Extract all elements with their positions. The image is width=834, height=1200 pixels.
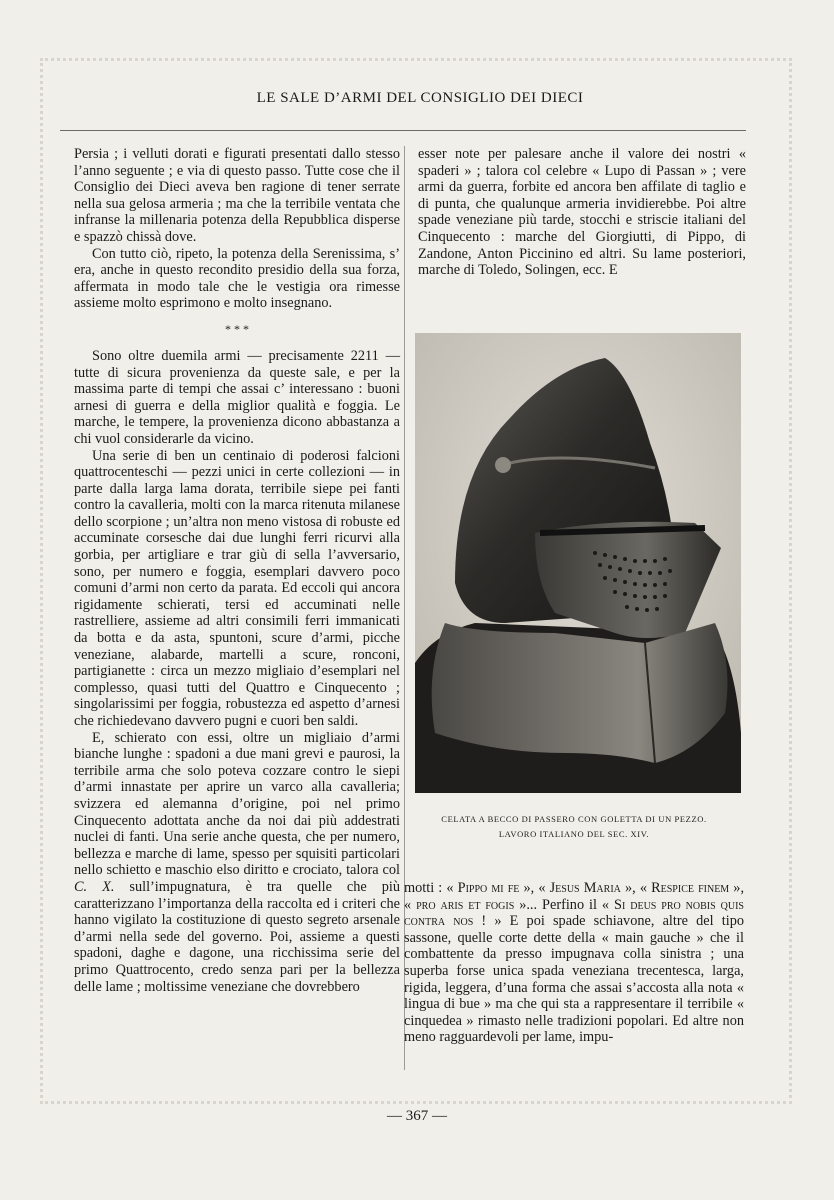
motto: Pippo mi fe bbox=[457, 880, 520, 896]
motto: Jesus Maria bbox=[549, 880, 621, 896]
paragraph: motti : « Pippo mi fe », « Jesus Maria », « Respice finem », « pro aris et fogis »... Perfino il « Si deus pro nobis quis contra nos ! » E poi spade schiavone, altre del tipo sassone, quelle corte dette della « main gauche » che il combattente da presso impugnava colla sinistra ; una superba forse unica spada veneziana trecentesca, larga, rigida, leggera, d’una forma che assai s’accosta alla nota « lingua di bue » ma che qui sta a rappresentare il terribile « cinquedea » rimasto nelle tradizioni popolari. Ed altre non meno ragguardevoli per lame, impu- bbox=[404, 880, 745, 1046]
header-rule bbox=[60, 130, 746, 131]
gorget bbox=[432, 623, 728, 763]
figure-caption bbox=[404, 812, 744, 842]
paragraph: E, schierato con essi, oltre un migliaio d’armi bianche lunghe : spadoni a due mani grevi e paurosi, la terribile arma che solo poteva cozzare contro le siepi d’armi innastate per aprire un varco alla cavalleria; svizzera ed alemanna d’origine, poi nel primo Cinquecento adottata anche da noi dai più addestrati nuclei di fanti. Una serie anche questa, che per numero, bellezza e marche di lame, spesso per squisiti particolari nello schietto e maschio elso diritto e crociato, talora col C. X. sull’impugnatura, è tra quelle che più caratterizzano l’importanza della raccolta ed i criteri che hanno vigilato la costituzione di questo segreto arsenale d’armi nella sede del governo. Poi, assieme a questi spadoni, daghe e dagone, una ricchissima serie del primo Quattrocento, credo senza pari per la bellezza delle lame ; moltissime veneziane che dovrebbero bbox=[74, 729, 400, 995]
running-head: LE SALE D’ARMI DEL CONSIGLIO DEI DIECI bbox=[256, 90, 584, 106]
paragraph: Sono oltre duemila armi — precisamente 2211 — tutte di sicura provenienza da queste sale, e per la massima parte di tempi che assai c’ interessano : buoni arnesi di guerra e della miglior qualità e foggia. Le marche, le tempere, la provenienza dicono abbastanza a chi vuol considerarle da vicino. bbox=[74, 347, 400, 447]
section-break-stars: * * * bbox=[225, 321, 249, 336]
paragraph: Una serie di ben un centinaio di poderosi falcioni quattrocenteschi — pezzi unici in certe collezioni — in parte dalla larga lama dorata, terribile siepe pei fanti contro la cavalleria, molti con la marca ritenuta milanese dello scorpione ; un’altra non meno vistosa di robuste ed accuminate corsesche dai due lunghi ferri ricurvi alla gorbia, per artigliare e trar giù di sella l’avversario, sono, per numero e foggia, esemplari davvero poco comuni d’armi non certo da parata. Ed eccoli qui ancora rigidamente schierati, tersi ed accuminati nelle rastrelliere, assieme ad altri consimili ferri immanicati da botta e da asta, spuntoni, scure d’armi, picche veneziane, alabarde, martelli a scure, ronconi, partigianette : circa un mezzo migliaio d’esemplari nel complesso, quasi tutti del Quattro e Cinquecento ; singolarissimi per foggia, robustezza ed aspetto d’arnesi che richiedevano davvero pugni e cuori ben saldi. bbox=[74, 447, 400, 729]
helmet-illustration bbox=[415, 333, 741, 793]
motto: pro aris et fogis bbox=[416, 896, 515, 913]
page-number: — 367 — bbox=[387, 1108, 447, 1124]
caption-line-2: LAVORO ITALIANO DEL SEC. XIV. bbox=[498, 829, 650, 839]
visor-pivot-icon bbox=[495, 457, 511, 473]
left-column bbox=[74, 146, 400, 995]
right-column-top bbox=[418, 146, 746, 279]
caption-line-1: CELATA A BECCO DI PASSERO CON GOLETTA DI UN PEZZO. bbox=[441, 814, 707, 824]
right-column-bottom bbox=[404, 880, 744, 1046]
italic-abbreviation: C. X. bbox=[74, 878, 115, 895]
helmet-photo bbox=[415, 333, 741, 793]
motto: Si deus pro nobis quis contra nos ! bbox=[404, 896, 744, 930]
motto: Respice finem bbox=[651, 880, 730, 896]
paragraph: esser note per palesare anche il valore dei nostri « spaderi » ; talora col celebre « Lupo di Passan » ; vere armi da guerra, forbite ed ancora ben affilate di taglio e di punta, che qualunque armeria invidierebbe. Poi altre spade veneziane più tarde, stocchi e striscie italiani del Cinquecento : marche del Giorgiutti, di Pippo, di Zandone, Anton Piccinino ed altri. Su lame posteriori, marche di Toledo, Solingen, ecc. E bbox=[418, 146, 746, 279]
paragraph: Con tutto ciò, ripeto, la potenza della Serenissima, s’ era, anche in questo recondito presidio della sua forza, affermata in modo tale che le vestigia ora rimesse assieme molto esprimono e molto insegnano. bbox=[74, 245, 400, 312]
paragraph: Persia ; i velluti dorati e figurati presentati dallo stesso l’anno seguente ; e via di questo passo. Tutte cose che il Consiglio dei Dieci aveva ben ragione di tener serrate nella sua gelosa armeria ; ma che la terribile ventata che infranse la millenaria potenza della Repubblica disperse e spazzò chissà dove. bbox=[74, 146, 400, 245]
